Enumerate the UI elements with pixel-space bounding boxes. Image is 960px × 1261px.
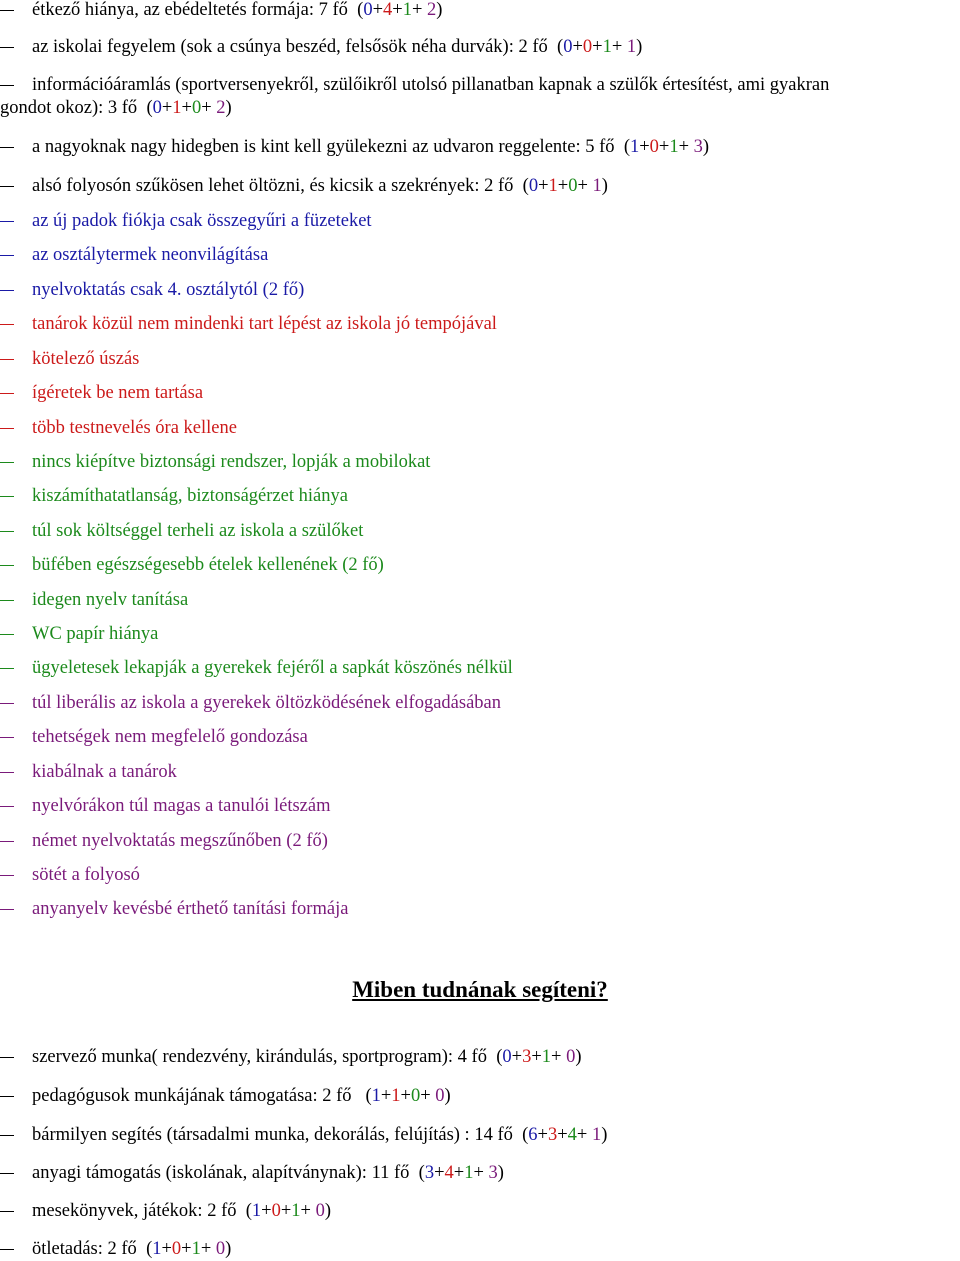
count-upper: 1: [402, 0, 412, 20]
count-high: 2: [216, 98, 226, 118]
count-lower: 6: [528, 1125, 538, 1145]
count-high: 0: [315, 1201, 325, 1221]
item-text-line2: gondot okoz): 3 fő: [0, 98, 138, 118]
section-heading: Miben tudnának segíteni?: [352, 977, 608, 1002]
count-lower: 3: [424, 1163, 435, 1183]
dash-bullet: [0, 428, 14, 429]
count-upper: 1: [602, 37, 612, 57]
dash-bullet: [0, 1211, 14, 1212]
item-text: WC papír hiánya: [32, 624, 159, 644]
item-text: pedagógusok munkájának támogatása: 2 fő: [32, 1086, 352, 1106]
item-text: nincs kiépítve biztonsági rendszer, lopják a mobilokat: [32, 452, 431, 472]
dash-bullet: [0, 186, 14, 187]
dash-bullet: [0, 359, 14, 360]
dash-bullet: [0, 290, 14, 291]
dash-bullet: [0, 221, 14, 222]
dash-bullet: [0, 1173, 14, 1174]
count-mid: 0: [171, 1239, 182, 1259]
count-high: 2: [427, 0, 437, 20]
dash-bullet: [0, 600, 14, 601]
item-text: több testnevelés óra kellene: [32, 418, 237, 438]
count-upper: 1: [669, 137, 679, 157]
count-mid: 0: [649, 137, 659, 157]
item-text: büfében egészségesebb ételek kellenének (2 fő): [32, 555, 384, 575]
dash-bullet: [0, 1057, 14, 1058]
count-mid: 4: [383, 0, 393, 20]
dash-bullet: [0, 47, 14, 48]
count-mid: 3: [522, 1047, 532, 1067]
dash-bullet: [0, 772, 14, 773]
dash-bullet: [0, 875, 14, 876]
item-text: az iskolai fegyelem (sok a csúnya beszéd, felsősök néha durvák): 2 fő: [32, 37, 548, 57]
dash-bullet: [0, 324, 14, 325]
item-text: kötelező úszás: [32, 349, 140, 369]
count-mid: 3: [547, 1125, 558, 1145]
item-text: kiabálnak a tanárok: [32, 762, 177, 782]
count-high: 0: [215, 1239, 226, 1259]
dash-bullet: [0, 909, 14, 910]
item-text: anyanyelv kevésbé érthető tanítási formája: [32, 899, 349, 919]
count-upper: 1: [464, 1163, 474, 1183]
item-text: tanárok közül nem mindenki tart lépést az iskola jó tempójával: [32, 314, 497, 334]
count-high: 0: [435, 1086, 445, 1106]
count-upper: 1: [541, 1047, 552, 1067]
count-upper: 0: [568, 176, 578, 196]
dash-bullet: [0, 496, 14, 497]
count-high: 3: [488, 1163, 498, 1183]
dash-bullet: [0, 1096, 14, 1097]
item-text: tehetségek nem megfelelő gondozása: [32, 727, 308, 747]
dash-bullet: [0, 1249, 14, 1250]
dash-bullet: [0, 668, 14, 669]
count-upper: 1: [291, 1201, 301, 1221]
count-high: 1: [591, 1125, 602, 1145]
count-upper: 0: [410, 1086, 421, 1106]
count-high: 3: [693, 137, 703, 157]
count-high: 0: [566, 1047, 576, 1067]
item-text: nyelvoktatás csak 4. osztálytól (2 fő): [32, 280, 305, 300]
count-high: 1: [626, 37, 637, 57]
count-upper: 0: [191, 98, 202, 118]
dash-bullet: [0, 1135, 14, 1136]
dash-bullet: [0, 565, 14, 566]
item-text: ötletadás: 2 fő: [32, 1239, 137, 1259]
count-mid: 0: [271, 1201, 281, 1221]
count-high: 1: [592, 176, 602, 196]
item-text: német nyelvoktatás megszűnőben (2 fő): [32, 831, 328, 851]
dash-bullet: [0, 634, 14, 635]
count-mid: 1: [391, 1086, 401, 1106]
item-text: sötét a folyosó: [32, 865, 140, 885]
dash-bullet: [0, 147, 14, 148]
dash-bullet: [0, 10, 14, 11]
item-text: ügyeletesek lekapják a gyerekek fejéről a sapkát köszönés nélkül: [32, 658, 513, 678]
item-text: nyelvórákon túl magas a tanulói létszám: [32, 796, 331, 816]
item-text: kiszámíthatatlanság, biztonságérzet hiánya: [32, 486, 348, 506]
item-text-line1: információáramlás (sportversenyekről, szülőikről utolsó pillanatban kapnak a szülők értesítést, ami gyakran: [32, 75, 830, 95]
item-text: bármilyen segítés (társadalmi munka, dekorálás, felújítás) : 14 fő: [32, 1125, 513, 1145]
count-mid: 1: [172, 98, 182, 118]
item-text: az osztálytermek neonvilágítása: [32, 245, 269, 265]
item-text: az új padok fiókja csak összegyűri a füzeteket: [32, 211, 372, 231]
count-lower: 1: [629, 137, 640, 157]
count-mid: 4: [444, 1163, 454, 1183]
count-upper: 4: [567, 1125, 577, 1145]
count-lower: 0: [363, 0, 373, 20]
count-upper: 1: [191, 1239, 201, 1259]
count-lower: 1: [371, 1086, 381, 1106]
dash-bullet: [0, 737, 14, 738]
item-text: szervező munka( rendezvény, kirándulás, sportprogram): 4 fő: [32, 1047, 487, 1067]
problem-item: információáramlás (sportversenyekről, szülőikről utolsó pillanatban kapnak a szülők értesítést, ami gyakran gondot okoz): 3 fő (0+1+0+ 2): [0, 75, 830, 118]
count-lower: 1: [152, 1239, 162, 1259]
dash-bullet: [0, 393, 14, 394]
item-text: idegen nyelv tanítása: [32, 590, 189, 610]
item-text: alsó folyosón szűkösen lehet öltözni, és kicsik a szekrények: 2 fő: [32, 176, 514, 196]
dash-bullet: [0, 531, 14, 532]
item-text: mesekönyvek, játékok: 2 fő: [32, 1201, 237, 1221]
item-text: étkező hiánya, az ebédeltetés formája: 7 fő: [32, 0, 348, 20]
item-text: ígéretek be nem tartása: [32, 383, 204, 403]
count-mid: 1: [548, 176, 558, 196]
count-lower: 0: [563, 37, 573, 57]
item-text: túl liberális az iskola a gyerekek öltözködésének elfogadásában: [32, 693, 501, 713]
item-text: anyagi támogatás (iskolának, alapítványnak): 11 fő: [32, 1163, 410, 1183]
count-lower: 0: [152, 98, 162, 118]
count-lower: 1: [251, 1201, 262, 1221]
count-lower: 0: [502, 1047, 512, 1067]
count-lower: 0: [528, 176, 539, 196]
dash-bullet: [0, 85, 14, 86]
item-text: a nagyoknak nagy hidegben is kint kell gyülekezni az udvaron reggelente: 5 fő: [32, 137, 615, 157]
dash-bullet: [0, 841, 14, 842]
dash-bullet: [0, 462, 14, 463]
dash-bullet: [0, 255, 14, 256]
dash-bullet: [0, 703, 14, 704]
item-text: túl sok költséggel terheli az iskola a szülőket: [32, 521, 364, 541]
count-mid: 0: [582, 37, 593, 57]
dash-bullet: [0, 806, 14, 807]
